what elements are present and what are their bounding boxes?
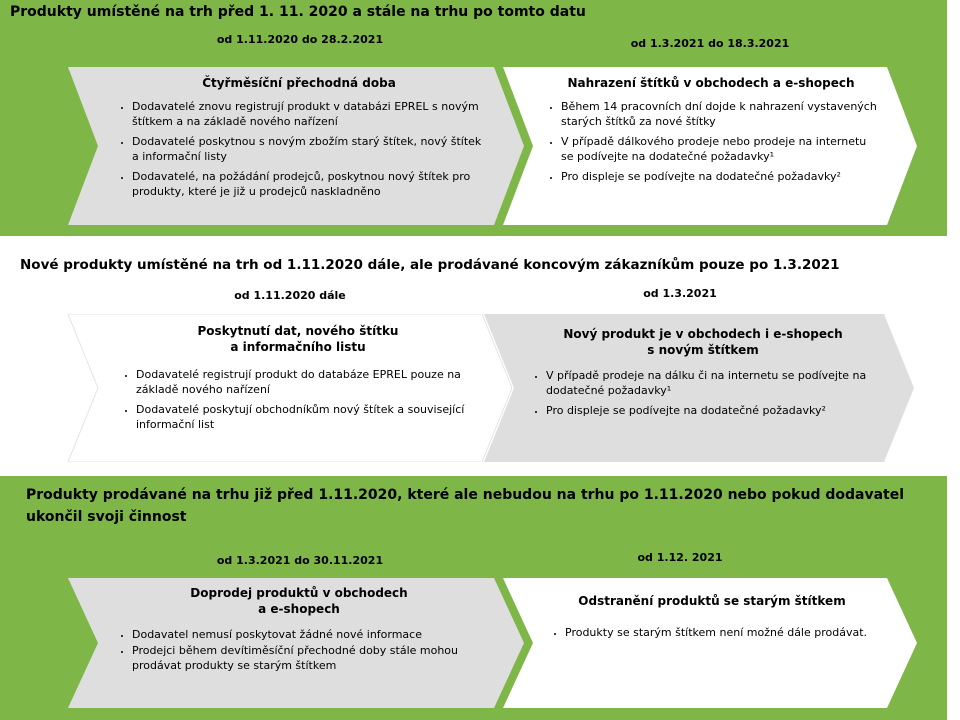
section-2-left-chevron — [68, 314, 512, 462]
section-3-period-right: od 1.12. 2021 — [637, 551, 723, 564]
section-2-left-title: Poskytnutí dat, nového štítku a informačního listu — [197, 324, 399, 354]
section-3-left-list — [114, 627, 484, 673]
list-item: • Pro displeje se podívejte na dodatečné požadavky² — [561, 169, 879, 184]
section-2-period-right: od 1.3.2021 — [643, 287, 717, 300]
section-3-right-title: Odstranění produktů se starým štítkem — [578, 594, 846, 608]
section-3-title: Produkty prodávané na trhu již před 1.11.2020, které ale nebudou na trhu po 1.11.2020 nebo pokud dodavatel ukončil svoji činnost — [26, 487, 905, 525]
list-item: • Dodavatelé znovu registrují produkt v databázi EPREL s novým štítkem a na základě nového nařízení — [132, 99, 484, 129]
section-1-left-chevron — [68, 67, 524, 225]
list-item: • V případě prodeje na dálku či na internetu se podívejte na dodatečné požadavky¹ — [546, 368, 878, 398]
list-item: • Dodavatelé, na požádání prodejců, poskytnou nový štítek pro produkty, které je již u prodejců naskladněno — [132, 169, 484, 199]
section-1-left-title: Čtyřměsíční přechodná doba — [202, 76, 396, 90]
section-2-right-title: Nový produkt je v obchodech i e-shopech s novým štítkem — [563, 327, 843, 357]
section-1-period-left: od 1.11.2020 do 28.2.2021 — [216, 33, 384, 46]
section-1-right-chevron — [503, 67, 917, 225]
section-3-right-list — [547, 625, 877, 640]
list-item: • Pro displeje se podívejte na dodatečné požadavky² — [546, 403, 878, 418]
list-item: • Dodavatelé poskytují obchodníkům nový štítek a související informační list — [136, 402, 478, 432]
section-3-right-chevron — [503, 578, 917, 708]
section-3-left-chevron — [68, 578, 524, 708]
section-3 — [0, 476, 947, 720]
list-item: • Dodavatelé registrují produkt do databáze EPREL pouze na základě nového nařízení — [136, 367, 478, 397]
section-1-left-list — [114, 99, 484, 199]
section-1-period-right: od 1.3.2021 do 18.3.2021 — [630, 37, 790, 50]
list-item: • Produkty se starým štítkem není možné dále prodávat. — [565, 625, 877, 640]
list-item: • Dodavatel nemusí poskytovat žádné nové informace — [132, 627, 484, 642]
section-3-left-title: Doprodej produktů v obchodech a e-shopech — [190, 586, 408, 616]
section-2-title: Nové produkty umístěné na trh od 1.11.2020 dále, ale prodávané koncovým zákazníkům pouze po 1.3.2021 — [20, 257, 840, 273]
section-2-left-list — [118, 367, 478, 432]
section-2-period-left: od 1.11.2020 dále — [234, 289, 346, 302]
section-1-right-title: Nahrazení štítků v obchodech a e-shopech — [567, 76, 855, 90]
section-2 — [0, 246, 947, 468]
list-item: • Dodavatelé poskytnou s novým zbožím starý štítek, nový štítek a informační listy — [132, 134, 484, 164]
section-2-right-chevron — [484, 314, 914, 462]
section-1-right-list — [543, 99, 879, 184]
list-item: • Během 14 pracovních dní dojde k nahrazení vystavených starých štítků za nové štítky — [561, 99, 879, 129]
section-2-right-list — [528, 368, 878, 418]
section-1-title: Produkty umístěné na trh před 1. 11. 2020 a stále na trhu po tomto datu — [10, 4, 586, 20]
section-3-period-left: od 1.3.2021 do 30.11.2021 — [216, 554, 384, 567]
section-1 — [0, 0, 947, 236]
list-item: • Prodejci během devítiměsíční přechodné doby stále mohou prodávat produkty se starým štítkem — [132, 643, 484, 673]
list-item: • V případě dálkového prodeje nebo prodeje na internetu se podívejte na dodatečné požadavky¹ — [561, 134, 879, 164]
